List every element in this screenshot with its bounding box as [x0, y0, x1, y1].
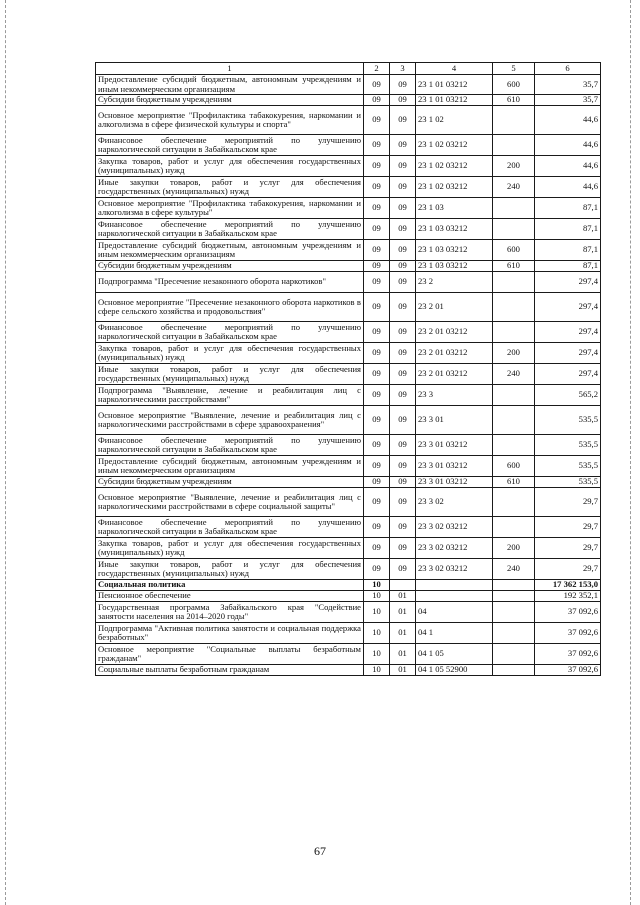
cell-pr: 09: [390, 293, 416, 322]
cell-sum: 44,6: [535, 156, 601, 177]
cell-sum: 37 092,6: [535, 644, 601, 665]
cell-sum: 44,6: [535, 106, 601, 135]
cell-sum: 565,2: [535, 385, 601, 406]
cell-pr: 09: [390, 385, 416, 406]
cell-name: Иные закупки товаров, работ и услуг для обеспечения государственных (муниципальных) нужд: [96, 559, 364, 580]
cell-sum: 297,4: [535, 322, 601, 343]
cell-vr: 200: [493, 538, 535, 559]
table-row: [96, 406, 601, 435]
budget-table: [95, 62, 601, 676]
table-row: [96, 591, 601, 602]
table-row: [96, 456, 601, 477]
table-row: [96, 488, 601, 517]
cell-vr: [493, 406, 535, 435]
cell-rz: 09: [364, 198, 390, 219]
cell-rz: 09: [364, 272, 390, 293]
cell-rz: 09: [364, 559, 390, 580]
table-row: [96, 665, 601, 676]
cell-name: Государственная программа Забайкальского края "Содействие занятости населения на 2014–2020 годы": [96, 602, 364, 623]
cell-sum: 37 092,6: [535, 623, 601, 644]
cell-csr: [416, 591, 493, 602]
cell-sum: 535,5: [535, 406, 601, 435]
cell-csr: 23 1 03 03212: [416, 261, 493, 272]
cell-pr: 09: [390, 488, 416, 517]
cell-vr: [493, 135, 535, 156]
cell-vr: [493, 272, 535, 293]
cell-csr: 23 3 01: [416, 406, 493, 435]
cell-vr: [493, 517, 535, 538]
table-row: [96, 580, 601, 591]
table-row: [96, 135, 601, 156]
cell-rz: 09: [364, 477, 390, 488]
header-cell: 6: [535, 63, 601, 75]
cell-rz: 09: [364, 240, 390, 261]
cell-name: Иные закупки товаров, работ и услуг для обеспечения государственных (муниципальных) нужд: [96, 177, 364, 198]
cell-csr: 23 2 01 03212: [416, 322, 493, 343]
cell-name: Предоставление субсидий бюджетным, автономным учреждениям и иным некоммерческим организациям: [96, 240, 364, 261]
cell-csr: 23 1 03: [416, 198, 493, 219]
cell-sum: 29,7: [535, 559, 601, 580]
cell-pr: 09: [390, 219, 416, 240]
cell-name: Закупка товаров, работ и услуг для обеспечения государственных (муниципальных) нужд: [96, 343, 364, 364]
cell-rz: 09: [364, 261, 390, 272]
cell-name: Субсидии бюджетным учреждениям: [96, 477, 364, 488]
cell-rz: 09: [364, 343, 390, 364]
cell-rz: 09: [364, 488, 390, 517]
cell-sum: 192 352,1: [535, 591, 601, 602]
cell-name: Финансовое обеспечение мероприятий по улучшению наркологической ситуации в Забайкальском крае: [96, 435, 364, 456]
cell-rz: 10: [364, 602, 390, 623]
table-row: [96, 435, 601, 456]
table-row: [96, 261, 601, 272]
header-cell: 4: [416, 63, 493, 75]
cell-pr: [390, 580, 416, 591]
cell-rz: 10: [364, 580, 390, 591]
cell-csr: 23 3 02: [416, 488, 493, 517]
table-row: [96, 602, 601, 623]
cell-sum: 87,1: [535, 219, 601, 240]
cell-vr: [493, 665, 535, 676]
cell-pr: 09: [390, 322, 416, 343]
table-row: [96, 198, 601, 219]
cell-sum: 29,7: [535, 517, 601, 538]
cell-sum: 297,4: [535, 272, 601, 293]
cell-vr: 200: [493, 156, 535, 177]
cell-name: Иные закупки товаров, работ и услуг для обеспечения государственных (муниципальных) нужд: [96, 364, 364, 385]
cell-vr: 240: [493, 177, 535, 198]
cell-vr: [493, 644, 535, 665]
cell-name: Подпрограмма "Активная политика занятости и социальная поддержка безработных": [96, 623, 364, 644]
cell-pr: 09: [390, 135, 416, 156]
cell-rz: 09: [364, 364, 390, 385]
cell-vr: [493, 106, 535, 135]
table-row: [96, 364, 601, 385]
table-row: [96, 272, 601, 293]
cell-csr: 23 1 03 03212: [416, 240, 493, 261]
cell-pr: 01: [390, 644, 416, 665]
cell-vr: [493, 488, 535, 517]
cell-vr: [493, 623, 535, 644]
table-row: [96, 538, 601, 559]
cell-pr: 09: [390, 106, 416, 135]
cell-vr: [493, 293, 535, 322]
cell-sum: 29,7: [535, 538, 601, 559]
table-row: [96, 477, 601, 488]
cell-pr: 09: [390, 75, 416, 95]
table-header-row: [96, 63, 601, 75]
cell-name: Финансовое обеспечение мероприятий по улучшению наркологической ситуации в Забайкальском крае: [96, 322, 364, 343]
table-row: [96, 385, 601, 406]
cell-pr: 09: [390, 198, 416, 219]
cell-pr: 09: [390, 435, 416, 456]
header-cell: 2: [364, 63, 390, 75]
cell-rz: 09: [364, 517, 390, 538]
cell-name: Социальные выплаты безработным гражданам: [96, 665, 364, 676]
table-body: [96, 75, 601, 676]
cell-csr: 04 1 05 52900: [416, 665, 493, 676]
cell-name: Подпрограмма "Выявление, лечение и реабилитация лиц с наркологическими расстройствами": [96, 385, 364, 406]
table-row: [96, 75, 601, 95]
table-row: [96, 343, 601, 364]
cell-pr: 09: [390, 272, 416, 293]
cell-csr: 23 3: [416, 385, 493, 406]
cell-csr: 23 1 02 03212: [416, 177, 493, 198]
cell-name: Закупка товаров, работ и услуг для обеспечения государственных (муниципальных) нужд: [96, 538, 364, 559]
cell-rz: 09: [364, 322, 390, 343]
cell-sum: 297,4: [535, 343, 601, 364]
table-row: [96, 219, 601, 240]
cell-csr: 23 3 01 03212: [416, 477, 493, 488]
cell-vr: [493, 385, 535, 406]
cell-sum: 44,6: [535, 135, 601, 156]
cell-vr: [493, 198, 535, 219]
cell-vr: [493, 602, 535, 623]
cell-name: Социальная политика: [96, 580, 364, 591]
cell-vr: 610: [493, 261, 535, 272]
cell-csr: 04 1 05: [416, 644, 493, 665]
cell-pr: 09: [390, 364, 416, 385]
cell-name: Основное мероприятие "Социальные выплаты безработным гражданам": [96, 644, 364, 665]
cell-pr: 09: [390, 559, 416, 580]
cell-rz: 10: [364, 623, 390, 644]
table-row: [96, 322, 601, 343]
cell-name: Предоставление субсидий бюджетным, автономным учреждениям и иным некоммерческим организациям: [96, 456, 364, 477]
cell-sum: 44,6: [535, 177, 601, 198]
cell-sum: 37 092,6: [535, 602, 601, 623]
cell-vr: [493, 219, 535, 240]
scan-edge-right: [630, 0, 632, 905]
cell-rz: 09: [364, 75, 390, 95]
cell-csr: 23 2 01 03212: [416, 364, 493, 385]
cell-rz: 09: [364, 293, 390, 322]
cell-sum: 297,4: [535, 364, 601, 385]
cell-rz: 09: [364, 435, 390, 456]
cell-sum: 87,1: [535, 261, 601, 272]
cell-name: Субсидии бюджетным учреждениям: [96, 261, 364, 272]
cell-name: Подпрограмма "Пресечение незаконного оборота наркотиков": [96, 272, 364, 293]
cell-vr: 600: [493, 75, 535, 95]
header-cell: 5: [493, 63, 535, 75]
cell-sum: 535,5: [535, 435, 601, 456]
cell-csr: 23 3 01 03212: [416, 435, 493, 456]
cell-rz: 09: [364, 177, 390, 198]
table-row: [96, 623, 601, 644]
cell-pr: 09: [390, 240, 416, 261]
cell-rz: 09: [364, 156, 390, 177]
scan-edge-left: [5, 0, 7, 905]
cell-pr: 09: [390, 177, 416, 198]
cell-csr: 23 3 01 03212: [416, 456, 493, 477]
cell-pr: 09: [390, 406, 416, 435]
cell-sum: 29,7: [535, 488, 601, 517]
cell-name: Предоставление субсидий бюджетным, автономным учреждениям и иным некоммерческим организациям: [96, 75, 364, 95]
cell-sum: 87,1: [535, 198, 601, 219]
cell-csr: 23 1 02 03212: [416, 156, 493, 177]
cell-sum: 35,7: [535, 75, 601, 95]
table-row: [96, 644, 601, 665]
cell-sum: 535,5: [535, 477, 601, 488]
cell-sum: 87,1: [535, 240, 601, 261]
cell-rz: 10: [364, 665, 390, 676]
cell-sum: 297,4: [535, 293, 601, 322]
header-cell: 1: [96, 63, 364, 75]
header-cell: 3: [390, 63, 416, 75]
cell-rz: 09: [364, 538, 390, 559]
cell-sum: 17 362 153,0: [535, 580, 601, 591]
cell-sum: 535,5: [535, 456, 601, 477]
cell-rz: 09: [364, 385, 390, 406]
cell-pr: 09: [390, 456, 416, 477]
cell-pr: 09: [390, 261, 416, 272]
cell-sum: 37 092,6: [535, 665, 601, 676]
cell-rz: 10: [364, 591, 390, 602]
cell-name: Основное мероприятие "Пресечение незаконного оборота наркотиков в сфере сельского хозяйства и продовольствия": [96, 293, 364, 322]
cell-pr: 09: [390, 156, 416, 177]
cell-pr: 09: [390, 538, 416, 559]
cell-rz: 09: [364, 456, 390, 477]
table-row: [96, 293, 601, 322]
table-row: [96, 95, 601, 106]
cell-rz: 09: [364, 406, 390, 435]
cell-vr: 240: [493, 364, 535, 385]
table-row: [96, 156, 601, 177]
cell-name: Субсидии бюджетным учреждениям: [96, 95, 364, 106]
cell-sum: 35,7: [535, 95, 601, 106]
cell-pr: 01: [390, 591, 416, 602]
cell-vr: 600: [493, 240, 535, 261]
cell-vr: 240: [493, 559, 535, 580]
cell-vr: 610: [493, 95, 535, 106]
table-row: [96, 240, 601, 261]
table-row: [96, 559, 601, 580]
cell-rz: 09: [364, 95, 390, 106]
cell-name: Основное мероприятие "Профилактика табакокурения, наркомании и алкоголизма в сфере физической культуры и спорта": [96, 106, 364, 135]
cell-csr: 23 2 01: [416, 293, 493, 322]
cell-name: Закупка товаров, работ и услуг для обеспечения государственных (муниципальных) нужд: [96, 156, 364, 177]
table-row: [96, 517, 601, 538]
cell-name: Финансовое обеспечение мероприятий по улучшению наркологической ситуации в Забайкальском крае: [96, 219, 364, 240]
cell-csr: 23 2: [416, 272, 493, 293]
cell-name: Основное мероприятие "Выявление, лечение и реабилитация лиц с наркологическими расстройствами в сфере социальной защиты": [96, 488, 364, 517]
cell-csr: 23 1 02: [416, 106, 493, 135]
cell-csr: [416, 580, 493, 591]
cell-rz: 09: [364, 219, 390, 240]
cell-vr: 600: [493, 456, 535, 477]
cell-name: Финансовое обеспечение мероприятий по улучшению наркологической ситуации в Забайкальском крае: [96, 135, 364, 156]
cell-pr: 01: [390, 665, 416, 676]
cell-pr: 01: [390, 623, 416, 644]
cell-pr: 09: [390, 477, 416, 488]
cell-name: Основное мероприятие "Профилактика табакокурения, наркомании и алкоголизма в сфере культуры": [96, 198, 364, 219]
cell-vr: [493, 435, 535, 456]
cell-csr: 23 1 02 03212: [416, 135, 493, 156]
cell-pr: 01: [390, 602, 416, 623]
cell-csr: 23 3 02 03212: [416, 559, 493, 580]
table-row: [96, 177, 601, 198]
cell-name: Финансовое обеспечение мероприятий по улучшению наркологической ситуации в Забайкальском крае: [96, 517, 364, 538]
cell-rz: 09: [364, 135, 390, 156]
cell-rz: 09: [364, 106, 390, 135]
cell-csr: 23 3 02 03212: [416, 538, 493, 559]
cell-rz: 10: [364, 644, 390, 665]
cell-pr: 09: [390, 95, 416, 106]
cell-vr: 610: [493, 477, 535, 488]
cell-vr: 200: [493, 343, 535, 364]
cell-csr: 23 1 01 03212: [416, 75, 493, 95]
cell-name: Пенсионное обеспечение: [96, 591, 364, 602]
page-number: 67: [314, 844, 326, 858]
cell-csr: 04 1: [416, 623, 493, 644]
cell-name: Основное мероприятие "Выявление, лечение и реабилитация лиц с наркологическими расстройствами в сфере здравоохранения": [96, 406, 364, 435]
cell-pr: 09: [390, 517, 416, 538]
table-row: [96, 106, 601, 135]
cell-csr: 23 1 03 03212: [416, 219, 493, 240]
cell-csr: 23 1 01 03212: [416, 95, 493, 106]
cell-pr: 09: [390, 343, 416, 364]
cell-vr: [493, 322, 535, 343]
cell-vr: [493, 580, 535, 591]
cell-csr: 23 3 02 03212: [416, 517, 493, 538]
cell-csr: 23 2 01 03212: [416, 343, 493, 364]
cell-vr: [493, 591, 535, 602]
cell-csr: 04: [416, 602, 493, 623]
